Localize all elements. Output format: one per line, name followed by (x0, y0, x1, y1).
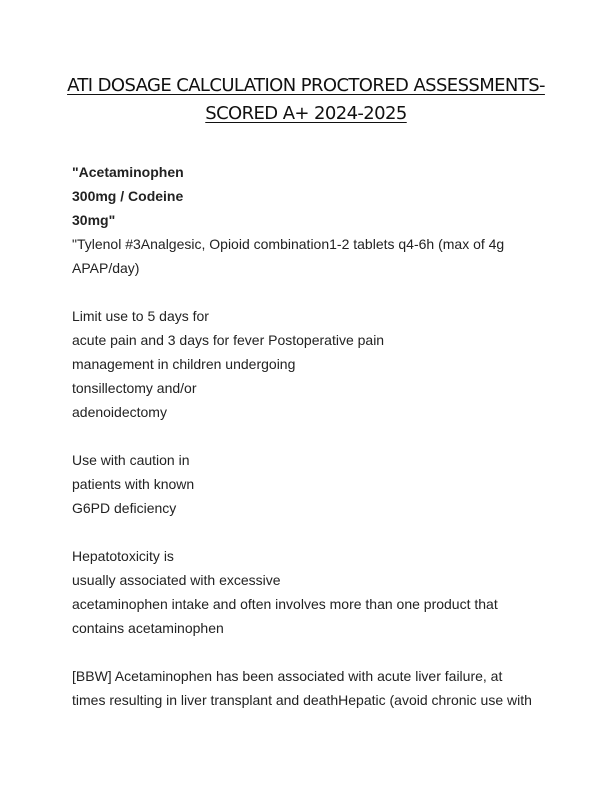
hepatotoxicity-line: contains acetaminophen (72, 620, 224, 636)
limit-line: adenoidectomy (72, 404, 167, 420)
limit-line: tonsillectomy and/or (72, 380, 197, 396)
boxed-warning-line: times resulting in liver transplant and deathHepatic (avoid chronic use with (72, 692, 532, 708)
caution-line: patients with known (72, 476, 195, 492)
drug-name-line: "Acetaminophen (72, 164, 184, 180)
paragraph-gap (72, 424, 542, 448)
drug-name-line: 30mg" (72, 212, 116, 228)
limit-line: management in children undergoing (72, 356, 296, 372)
limit-line: Limit use to 5 days for (72, 308, 209, 324)
hepatotoxicity-line: Hepatotoxicity is (72, 548, 174, 564)
caution-line: G6PD deficiency (72, 500, 177, 516)
paragraph-gap (72, 520, 542, 544)
drug-name-line: 300mg / Codeine (72, 188, 184, 204)
boxed-warning-line: [BBW] Acetaminophen has been associated with acute liver failure, at (72, 668, 503, 684)
title-line-1: ATI DOSAGE CALCULATION PROCTORED ASSESSMENTS- (67, 75, 545, 96)
paragraph-gap (72, 640, 542, 664)
drug-class-line: APAP/day) (72, 260, 140, 276)
document-body (72, 160, 542, 712)
paragraph-gap (72, 280, 542, 304)
document-title (60, 72, 552, 128)
hepatotoxicity-line: usually associated with excessive (72, 572, 281, 588)
title-line-2: SCORED A+ 2024-2025 (205, 103, 407, 124)
hepatotoxicity-line: acetaminophen intake and often involves more than one product that (72, 596, 498, 612)
drug-class-line: "Tylenol #3Analgesic, Opioid combination1-2 tablets q4-6h (max of 4g (72, 236, 505, 252)
caution-line: Use with caution in (72, 452, 190, 468)
limit-line: acute pain and 3 days for fever Postoperative pain (72, 332, 385, 348)
